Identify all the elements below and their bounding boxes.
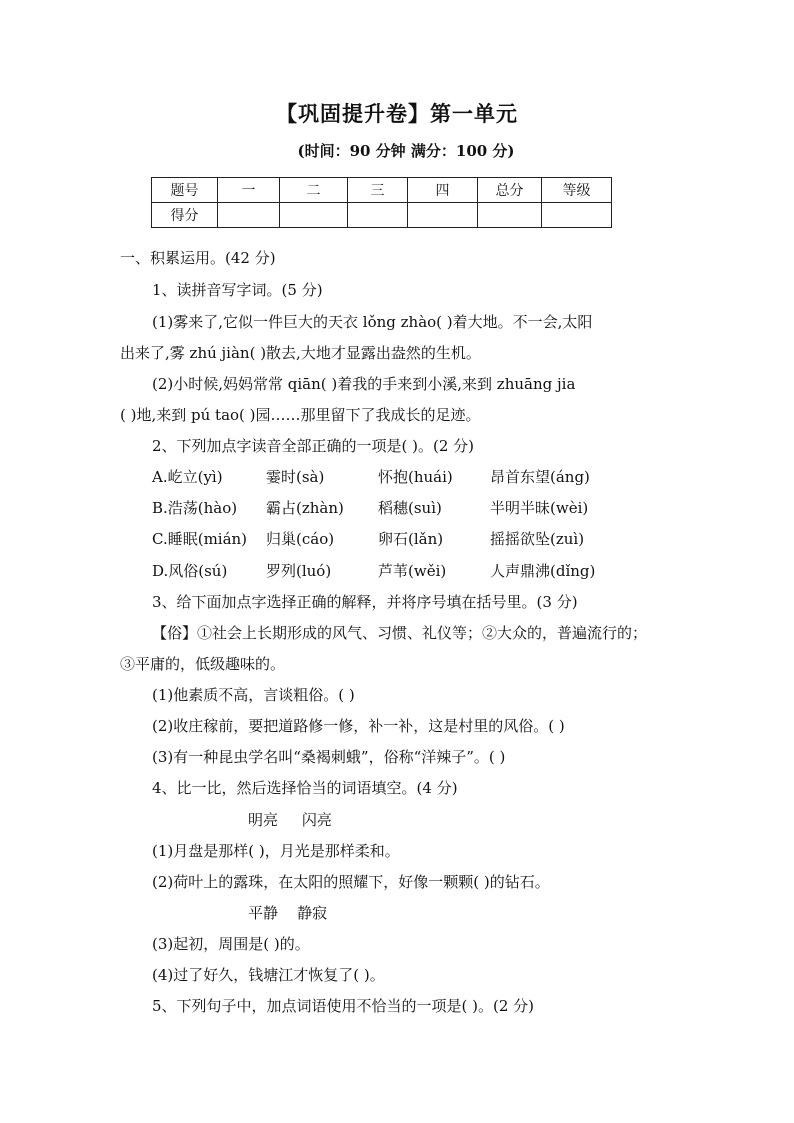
table-header-cell: 题号 bbox=[152, 178, 218, 203]
option-row-a bbox=[152, 467, 590, 487]
score-table-score-row bbox=[152, 203, 612, 228]
question-text: (4)过了好久，钱塘江才恢复了( )。 bbox=[152, 966, 385, 984]
table-header-cell: 总分 bbox=[478, 178, 542, 203]
option-row-c bbox=[152, 529, 584, 549]
option-item: A.屹立(yì) bbox=[152, 468, 223, 486]
score-cell[interactable] bbox=[348, 203, 408, 228]
definition-text: ③平庸的，低级趣味的。 bbox=[120, 655, 286, 673]
option-item: 霎时(sà) bbox=[266, 468, 325, 486]
option-item: 归巢(cáo) bbox=[266, 530, 335, 548]
section-heading: 一、积累运用。(42 分) bbox=[120, 249, 276, 267]
option-item: 半明半昧(wèi) bbox=[490, 499, 589, 517]
question-title: 1、读拼音写字词。(5 分) bbox=[152, 281, 323, 299]
score-cell[interactable] bbox=[280, 203, 348, 228]
option-item: 稻穗(suì) bbox=[378, 499, 442, 517]
exam-info: (时间：90 分钟 满分：100 分) bbox=[297, 142, 515, 160]
score-cell[interactable] bbox=[542, 203, 612, 228]
page-title: 【巩固提升卷】第一单元 bbox=[276, 101, 518, 126]
question-title: 2、下列加点字读音全部正确的一项是( )。(2 分) bbox=[152, 437, 475, 455]
table-row-label: 得分 bbox=[152, 203, 218, 228]
option-item: 摇摇欲坠(zuì) bbox=[490, 530, 585, 548]
question-title: 3、给下面加点字选择正确的解释，并将序号填在括号里。(3 分) bbox=[152, 593, 578, 611]
option-item: 芦苇(wěi) bbox=[378, 562, 447, 580]
table-header-cell: 三 bbox=[348, 178, 408, 203]
question-text: ( )地,来到 pú tao( )园……那里留下了我成长的足迹。 bbox=[120, 406, 481, 424]
table-header-cell: 四 bbox=[408, 178, 478, 203]
option-item: 罗列(luó) bbox=[266, 562, 332, 580]
option-row-b bbox=[152, 498, 588, 518]
question-text: (2)小时候,妈妈常常 qiān( )着我的手来到小溪,来到 zhuāng jia bbox=[152, 375, 576, 393]
table-header-cell: 等级 bbox=[542, 178, 612, 203]
score-cell[interactable] bbox=[218, 203, 280, 228]
option-item: 霸占(zhàn) bbox=[266, 499, 344, 517]
question-text: (3)起初，周围是( )的。 bbox=[152, 935, 310, 953]
score-cell[interactable] bbox=[478, 203, 542, 228]
option-item: 怀抱(huái) bbox=[378, 468, 453, 486]
option-item: B.浩荡(hào) bbox=[152, 499, 238, 517]
option-item: C.睡眠(mián) bbox=[152, 530, 248, 548]
option-item: 昂首东望(áng) bbox=[490, 468, 590, 486]
question-title: 5、下列句子中，加点词语使用不恰当的一项是( )。(2 分) bbox=[152, 997, 535, 1015]
option-item: 人声鼎沸(dǐng) bbox=[490, 562, 596, 580]
question-title: 4、比一比，然后选择恰当的词语填空。(4 分) bbox=[152, 779, 458, 797]
score-cell[interactable] bbox=[408, 203, 478, 228]
table-header-cell: 一 bbox=[218, 178, 280, 203]
option-item: 卵石(lǎn) bbox=[378, 530, 444, 548]
table-header-cell: 二 bbox=[280, 178, 348, 203]
score-table bbox=[151, 177, 612, 228]
question-text: (2)收庄稼前，要把道路修一修，补一补，这是村里的风俗。( ) bbox=[152, 717, 565, 735]
definition-text: 【俗】①社会上长期形成的风气、习惯、礼仪等；②大众的，普遍流行的； bbox=[152, 624, 648, 642]
question-text: (1)他素质不高，言谈粗俗。( ) bbox=[152, 686, 355, 704]
option-row-d bbox=[152, 561, 595, 581]
question-text: 出来了,雾 zhú jiàn( )散去,大地才显露出盎然的生机。 bbox=[120, 344, 481, 362]
score-table-header-row bbox=[152, 178, 612, 203]
question-text: (3)有一种昆虫学名叫“桑褐刺蛾”，俗称“洋辣子”。( ) bbox=[152, 748, 506, 766]
question-text: (2)荷叶上的露珠，在太阳的照耀下，好像一颗颗( )的钻石。 bbox=[152, 873, 550, 891]
word-choices: 明亮 闪亮 bbox=[248, 811, 332, 829]
option-item: D.风俗(sú) bbox=[152, 562, 228, 580]
question-text: (1)月盘是那样( )，月光是那样柔和。 bbox=[152, 842, 400, 860]
question-text: (1)雾来了,它似一件巨大的天衣 lǒng zhào( )着大地。不一会,太阳 bbox=[152, 313, 593, 331]
word-choices: 平静 静寂 bbox=[248, 904, 328, 922]
